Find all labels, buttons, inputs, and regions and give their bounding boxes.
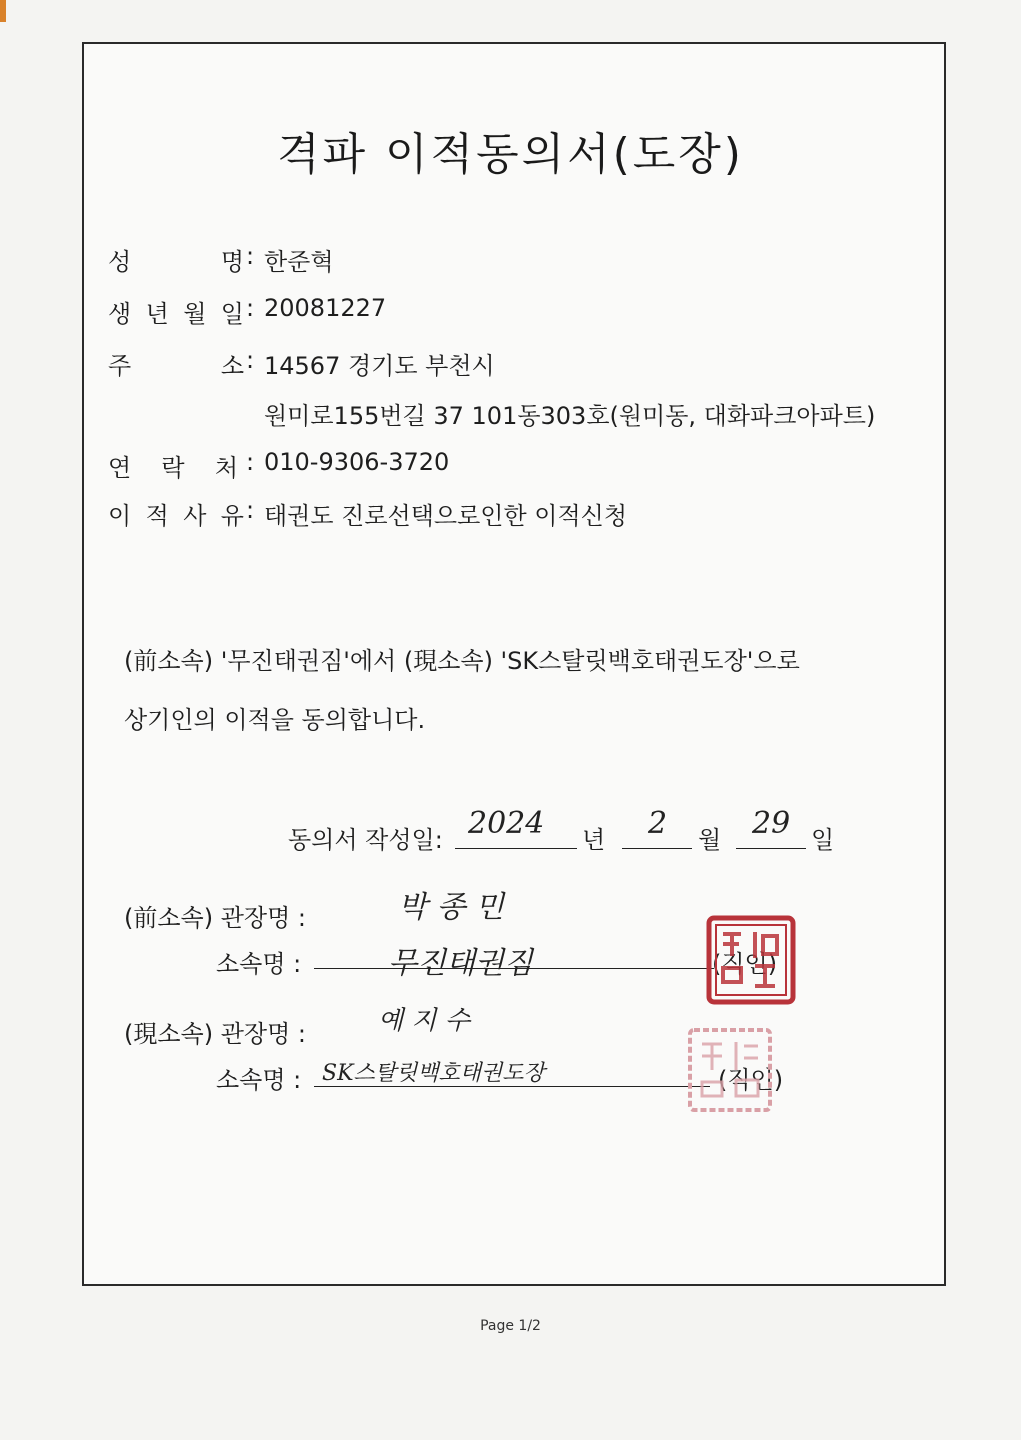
date-day-handwritten: 29 — [752, 806, 791, 841]
month-unit: 월 — [698, 826, 722, 854]
colon: : — [246, 346, 255, 374]
reason-value: 태권도 진로선택으로인한 이적신청 — [264, 502, 628, 530]
current-org-underline — [314, 1086, 710, 1087]
former-org-label: 소속명 : — [216, 950, 302, 978]
name-label: 성 명 — [108, 248, 244, 276]
contact-label: 연 락 처 — [108, 454, 238, 482]
statement-line1: (前소속) '무진태권짐'에서 (現소속) 'SK스탈릿백호태권도장'으로 — [124, 647, 800, 675]
year-unit: 년 — [582, 826, 606, 854]
current-org-handwritten: SK스탈릿백호태권도장 — [322, 1061, 545, 1086]
current-org-label: 소속명 : — [216, 1066, 302, 1094]
statement-line2: 상기인의 이적을 동의합니다. — [124, 706, 426, 734]
date-label: 동의서 작성일: — [288, 826, 443, 854]
current-head-signature: 예 지 수 — [378, 1006, 470, 1036]
current-seal-note: (직인) — [718, 1066, 784, 1094]
date-year-handwritten: 2024 — [468, 806, 545, 841]
former-official-seal-stamp — [705, 914, 797, 1006]
colon: : — [246, 294, 255, 322]
former-seal-note: (직인) — [712, 950, 778, 978]
name-value: 한준혁 — [264, 248, 334, 276]
page-footer: Page 1/2 — [480, 1318, 541, 1334]
address-line2: 원미로155번길 37 101동303호(원미동, 대화파크아파트) — [264, 402, 876, 430]
document-title: 격파 이적동의서(도장) — [277, 129, 744, 180]
current-head-label: (現소속) 관장명 : — [124, 1020, 306, 1048]
colon: : — [246, 496, 255, 524]
former-head-label: (前소속) 관장명 : — [124, 904, 306, 932]
day-underline — [736, 848, 806, 849]
month-underline — [622, 848, 692, 849]
year-underline — [455, 848, 577, 849]
address-line1: 14567 경기도 부천시 — [264, 352, 495, 380]
address-label: 주 소 — [108, 352, 244, 380]
former-org-underline — [314, 968, 714, 969]
day-unit: 일 — [811, 826, 835, 854]
current-official-seal-stamp-faded — [686, 1026, 774, 1114]
birth-value: 20081227 — [264, 294, 387, 322]
orange-corner-mark — [0, 0, 6, 22]
contact-value: 010-9306-3720 — [264, 448, 450, 476]
colon: : — [246, 448, 255, 476]
birth-label: 생 년 월 일 — [108, 300, 244, 328]
former-org-handwritten: 무진태권짐 — [388, 946, 533, 981]
date-month-handwritten: 2 — [648, 806, 668, 841]
colon: : — [246, 242, 255, 270]
former-head-signature: 박 종 민 — [398, 890, 505, 925]
reason-label: 이 적 사 유 — [108, 502, 244, 530]
